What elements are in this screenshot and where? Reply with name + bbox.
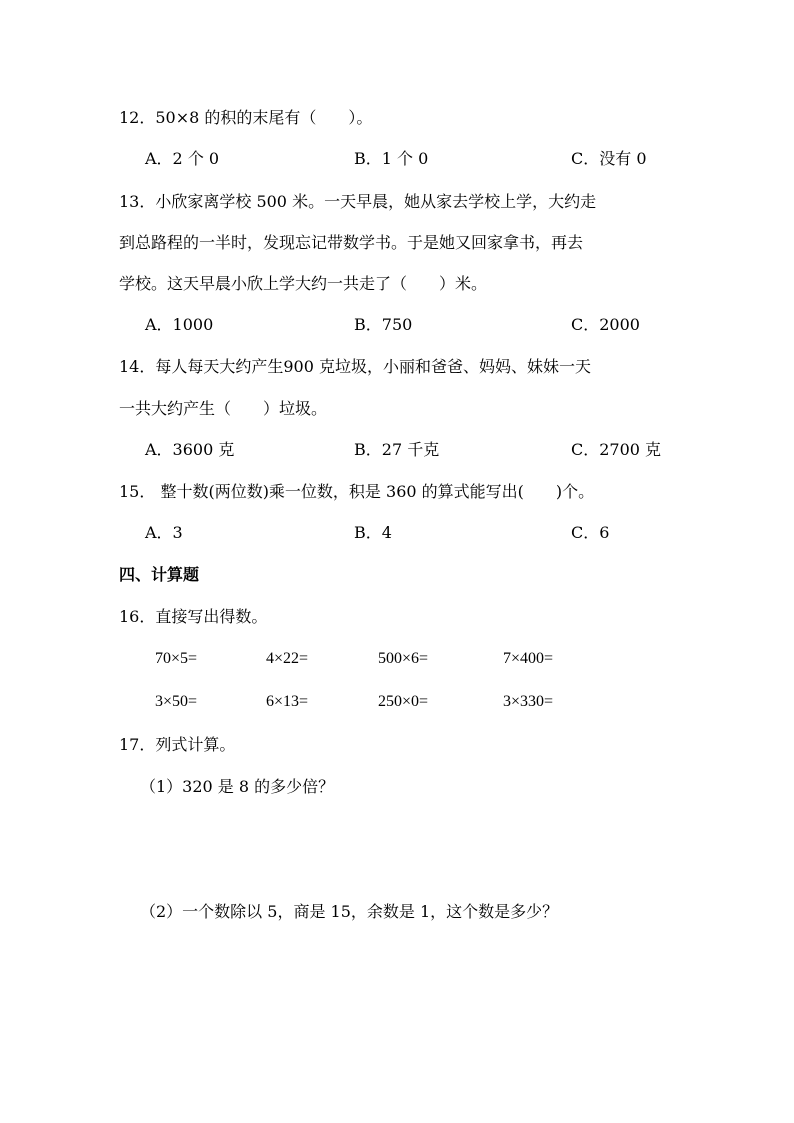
question-15-option-b: B．4 (354, 523, 392, 542)
question-14-option-b: B．27 千克 (354, 440, 440, 459)
question-17-part-1: （1）320 是 8 的多少倍？ (140, 777, 335, 796)
question-14-line-2: 一共大约产生（ ）垃圾。 (119, 399, 328, 418)
question-14-line-1: 14．每人每天大约产生900 克垃圾，小丽和爸爸、妈妈、妹妹一天 (119, 357, 591, 376)
question-13-option-b: B．750 (354, 315, 413, 334)
question-13-option-a: A．1000 (145, 315, 214, 334)
question-17-stem: 17．列式计算。 (119, 735, 236, 754)
calc-item: 3×50= (155, 693, 198, 710)
question-12-stem: 12．50×8 的积的末尾有（ ）。 (119, 108, 373, 127)
question-15-stem: 15． 整十数(两位数)乘一位数，积是 360 的算式能写出( )个。 (119, 482, 595, 501)
section-heading-calculation: 四、计算题 (119, 565, 200, 584)
question-15-option-a: A．3 (145, 523, 183, 542)
calc-item: 7×400= (503, 650, 554, 667)
question-13-line-1: 13．小欣家离学校 500 米。一天早晨，她从家去学校上学，大约走 (119, 192, 597, 211)
calc-item: 6×13= (266, 693, 309, 710)
question-17-part-2: （2）一个数除以 5，商是 15，余数是 1，这个数是多少？ (140, 902, 559, 921)
question-14-option-c: C．2700 克 (571, 440, 662, 459)
calc-item: 3×330= (503, 693, 554, 710)
question-12-option-b: B．1 个 0 (354, 149, 429, 168)
question-13-line-3: 学校。这天早晨小欣上学大约一共走了（ ）米。 (119, 274, 488, 293)
calc-item: 4×22= (266, 650, 309, 667)
question-15-option-c: C．6 (571, 523, 610, 542)
calc-item: 500×6= (378, 650, 429, 667)
question-12-option-a: A．2 个 0 (145, 149, 220, 168)
question-14-option-a: A．3600 克 (145, 440, 235, 459)
question-13-line-2: 到总路程的一半时，发现忘记带数学书。于是她又回家拿书，再去 (119, 233, 584, 252)
calc-item: 250×0= (378, 693, 429, 710)
question-12-option-c: C．没有 0 (571, 149, 647, 168)
question-16-stem: 16．直接写出得数。 (119, 607, 268, 626)
calc-item: 70×5= (155, 650, 198, 667)
question-13-option-c: C．2000 (571, 315, 640, 334)
